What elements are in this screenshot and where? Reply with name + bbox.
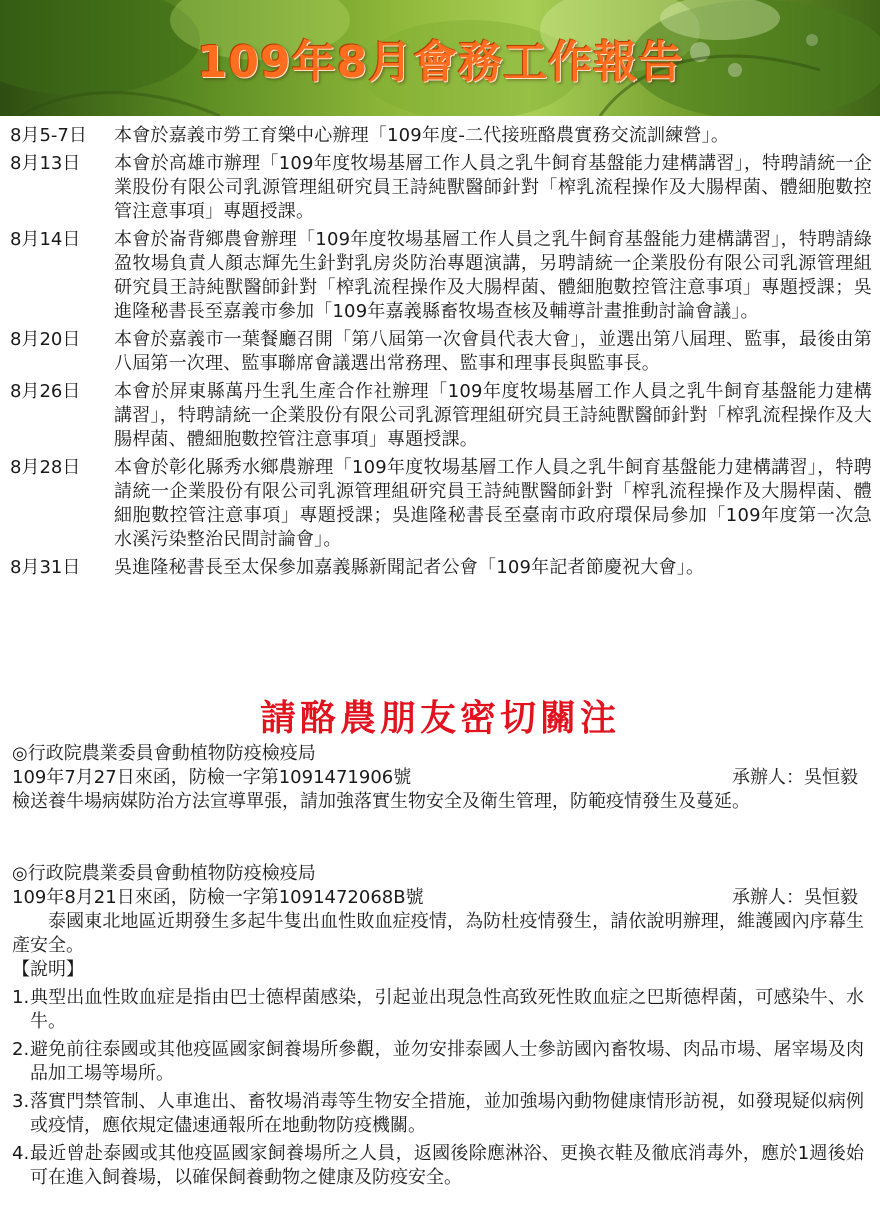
list-item — [10, 380, 872, 452]
entry-text: 本會於彰化縣秀水鄉農辦理「109年度牧場基層工作人員之乳牛飼育基盤能力建構講習」，特聘請統一企業股份有限公司乳源管理組研究員王詩純獸醫師針對「榨乳流程操作及大腸桿菌、體細胞數控管注意事項」專題授課；吳進隆秘書長至臺南市政府環保局參加「109年度第一次急水溪污染整治民間討論會」。 — [114, 457, 872, 550]
item-text: 最近曾赴泰國或其他疫區國家飼養場所之人員，返國後除應淋浴、更換衣鞋及徹底消毒外，應於1週後始可在進入飼養場，以確保飼養動物之健康及防疫安全。 — [30, 1143, 864, 1188]
entry-date: 8月31日 — [10, 557, 81, 578]
notice-reference: 109年8月21日來函，防檢一字第1091472068B號 — [12, 887, 424, 908]
list-item — [10, 152, 872, 224]
work-report-list — [10, 124, 872, 580]
entry-text: 本會於嘉義市一葉餐廳召開「第八屆第一次會員代表大會」，並選出第八屆理、監事，最後由第八屆第一次理、監事聯席會議選出常務理、監事和理事長與監事長。 — [114, 329, 872, 374]
notice-body: 泰國東北地區近期發生多起牛隻出血性敗血症疫情，為防杜疫情發生，請依說明辦理，維護國內序幕生產安全。 — [12, 911, 864, 956]
entry-text: 吳進隆秘書長至太保參加嘉義縣新聞記者公會「109年記者節慶祝大會」。 — [114, 557, 705, 578]
list-item — [12, 986, 864, 1034]
list-item — [10, 328, 872, 376]
entry-text: 本會於嘉義市勞工育樂中心辦理「109年度-二代接班酪農實務交流訓練營」。 — [114, 125, 730, 146]
notice-ref-row — [12, 886, 864, 910]
notice-block — [12, 742, 864, 814]
header-banner — [0, 0, 880, 116]
entry-date: 8月26日 — [10, 381, 81, 402]
notice-handler: 承辦人：吳恒毅 — [732, 887, 858, 908]
page-title: 109年8月會務工作報告 — [196, 37, 684, 88]
list-item — [12, 1090, 864, 1138]
entry-date: 8月20日 — [10, 329, 81, 350]
entry-text: 本會於高雄市辦理「109年度牧場基層工作人員之乳牛飼育基盤能力建構講習」，特聘請統一企業股份有限公司乳源管理組研究員王詩純獸醫師針對「榨乳流程操作及大腸桿菌、體細胞數控管注意事項」專題授課。 — [114, 153, 872, 222]
attention-heading: 請酪農朋友密切關注 — [259, 698, 620, 739]
list-item — [10, 556, 872, 580]
entry-text: 本會於崙背鄉農會辦理「109年度牧場基層工作人員之乳牛飼育基盤能力建構講習」，特聘請綠盈牧場負責人顏志輝先生針對乳房炎防治專題演講，另聘請統一企業股份有限公司乳源管理組研究員王詩純獸醫師針對「榨乳流程操作及大腸桿菌、體細胞數控管注意事項」專題授課；吳進隆秘書長至嘉義市參加「109年嘉義縣畜牧場查核及輔導計畫推動討論會議」。 — [114, 229, 872, 322]
entry-date: 8月28日 — [10, 457, 81, 478]
list-item — [12, 1142, 864, 1190]
entry-text: 本會於屏東縣萬丹生乳生產合作社辦理「109年度牧場基層工作人員之乳牛飼育基盤能力建構講習」，特聘請統一企業股份有限公司乳源管理組研究員王詩純獸醫師針對「榨乳流程操作及大腸桿菌、體細胞數控管注意事項」專題授課。 — [114, 381, 872, 450]
item-number: 2. — [12, 1039, 30, 1060]
item-text: 典型出血性敗血症是指由巴士德桿菌感染，引起並出現急性高致死性敗血症之巴斯德桿菌，可感染牛、水牛。 — [30, 987, 864, 1032]
notice-handler: 承辦人：吳恒毅 — [732, 767, 858, 788]
entry-date: 8月5-7日 — [10, 125, 87, 146]
item-number: 3. — [12, 1091, 30, 1112]
entry-date: 8月13日 — [10, 153, 81, 174]
list-item — [10, 456, 872, 552]
notice-ref-row — [12, 766, 864, 790]
list-item — [10, 228, 872, 324]
item-number: 4. — [12, 1143, 30, 1164]
explanation-section — [12, 958, 864, 1190]
list-item — [12, 1038, 864, 1086]
notice-reference: 109年7月27日來函，防檢一字第1091471906號 — [12, 767, 412, 788]
list-item — [10, 124, 872, 148]
notice-agency: ◎行政院農業委員會動植物防疫檢疫局 — [12, 743, 316, 764]
entry-date: 8月14日 — [10, 229, 81, 250]
item-text: 落實門禁管制、人車進出、畜牧場消毒等生物安全措施，並加強場內動物健康情形訪視，如發現疑似病例或疫情，應依規定儘速通報所在地動物防疫機關。 — [30, 1091, 864, 1136]
notice-block — [12, 862, 864, 958]
item-number: 1. — [12, 987, 30, 1008]
item-text: 避免前往泰國或其他疫區國家飼養場所參觀，並勿安排泰國人士參訪國內畜牧場、肉品市場、屠宰場及肉品加工場等場所。 — [30, 1039, 864, 1084]
notice-body: 檢送養牛場病媒防治方法宣導單張，請加強落實生物安全及衛生管理，防範疫情發生及蔓延。 — [12, 791, 750, 812]
notice-agency: ◎行政院農業委員會動植物防疫檢疫局 — [12, 863, 316, 884]
explanation-header: 【說明】 — [12, 959, 84, 980]
